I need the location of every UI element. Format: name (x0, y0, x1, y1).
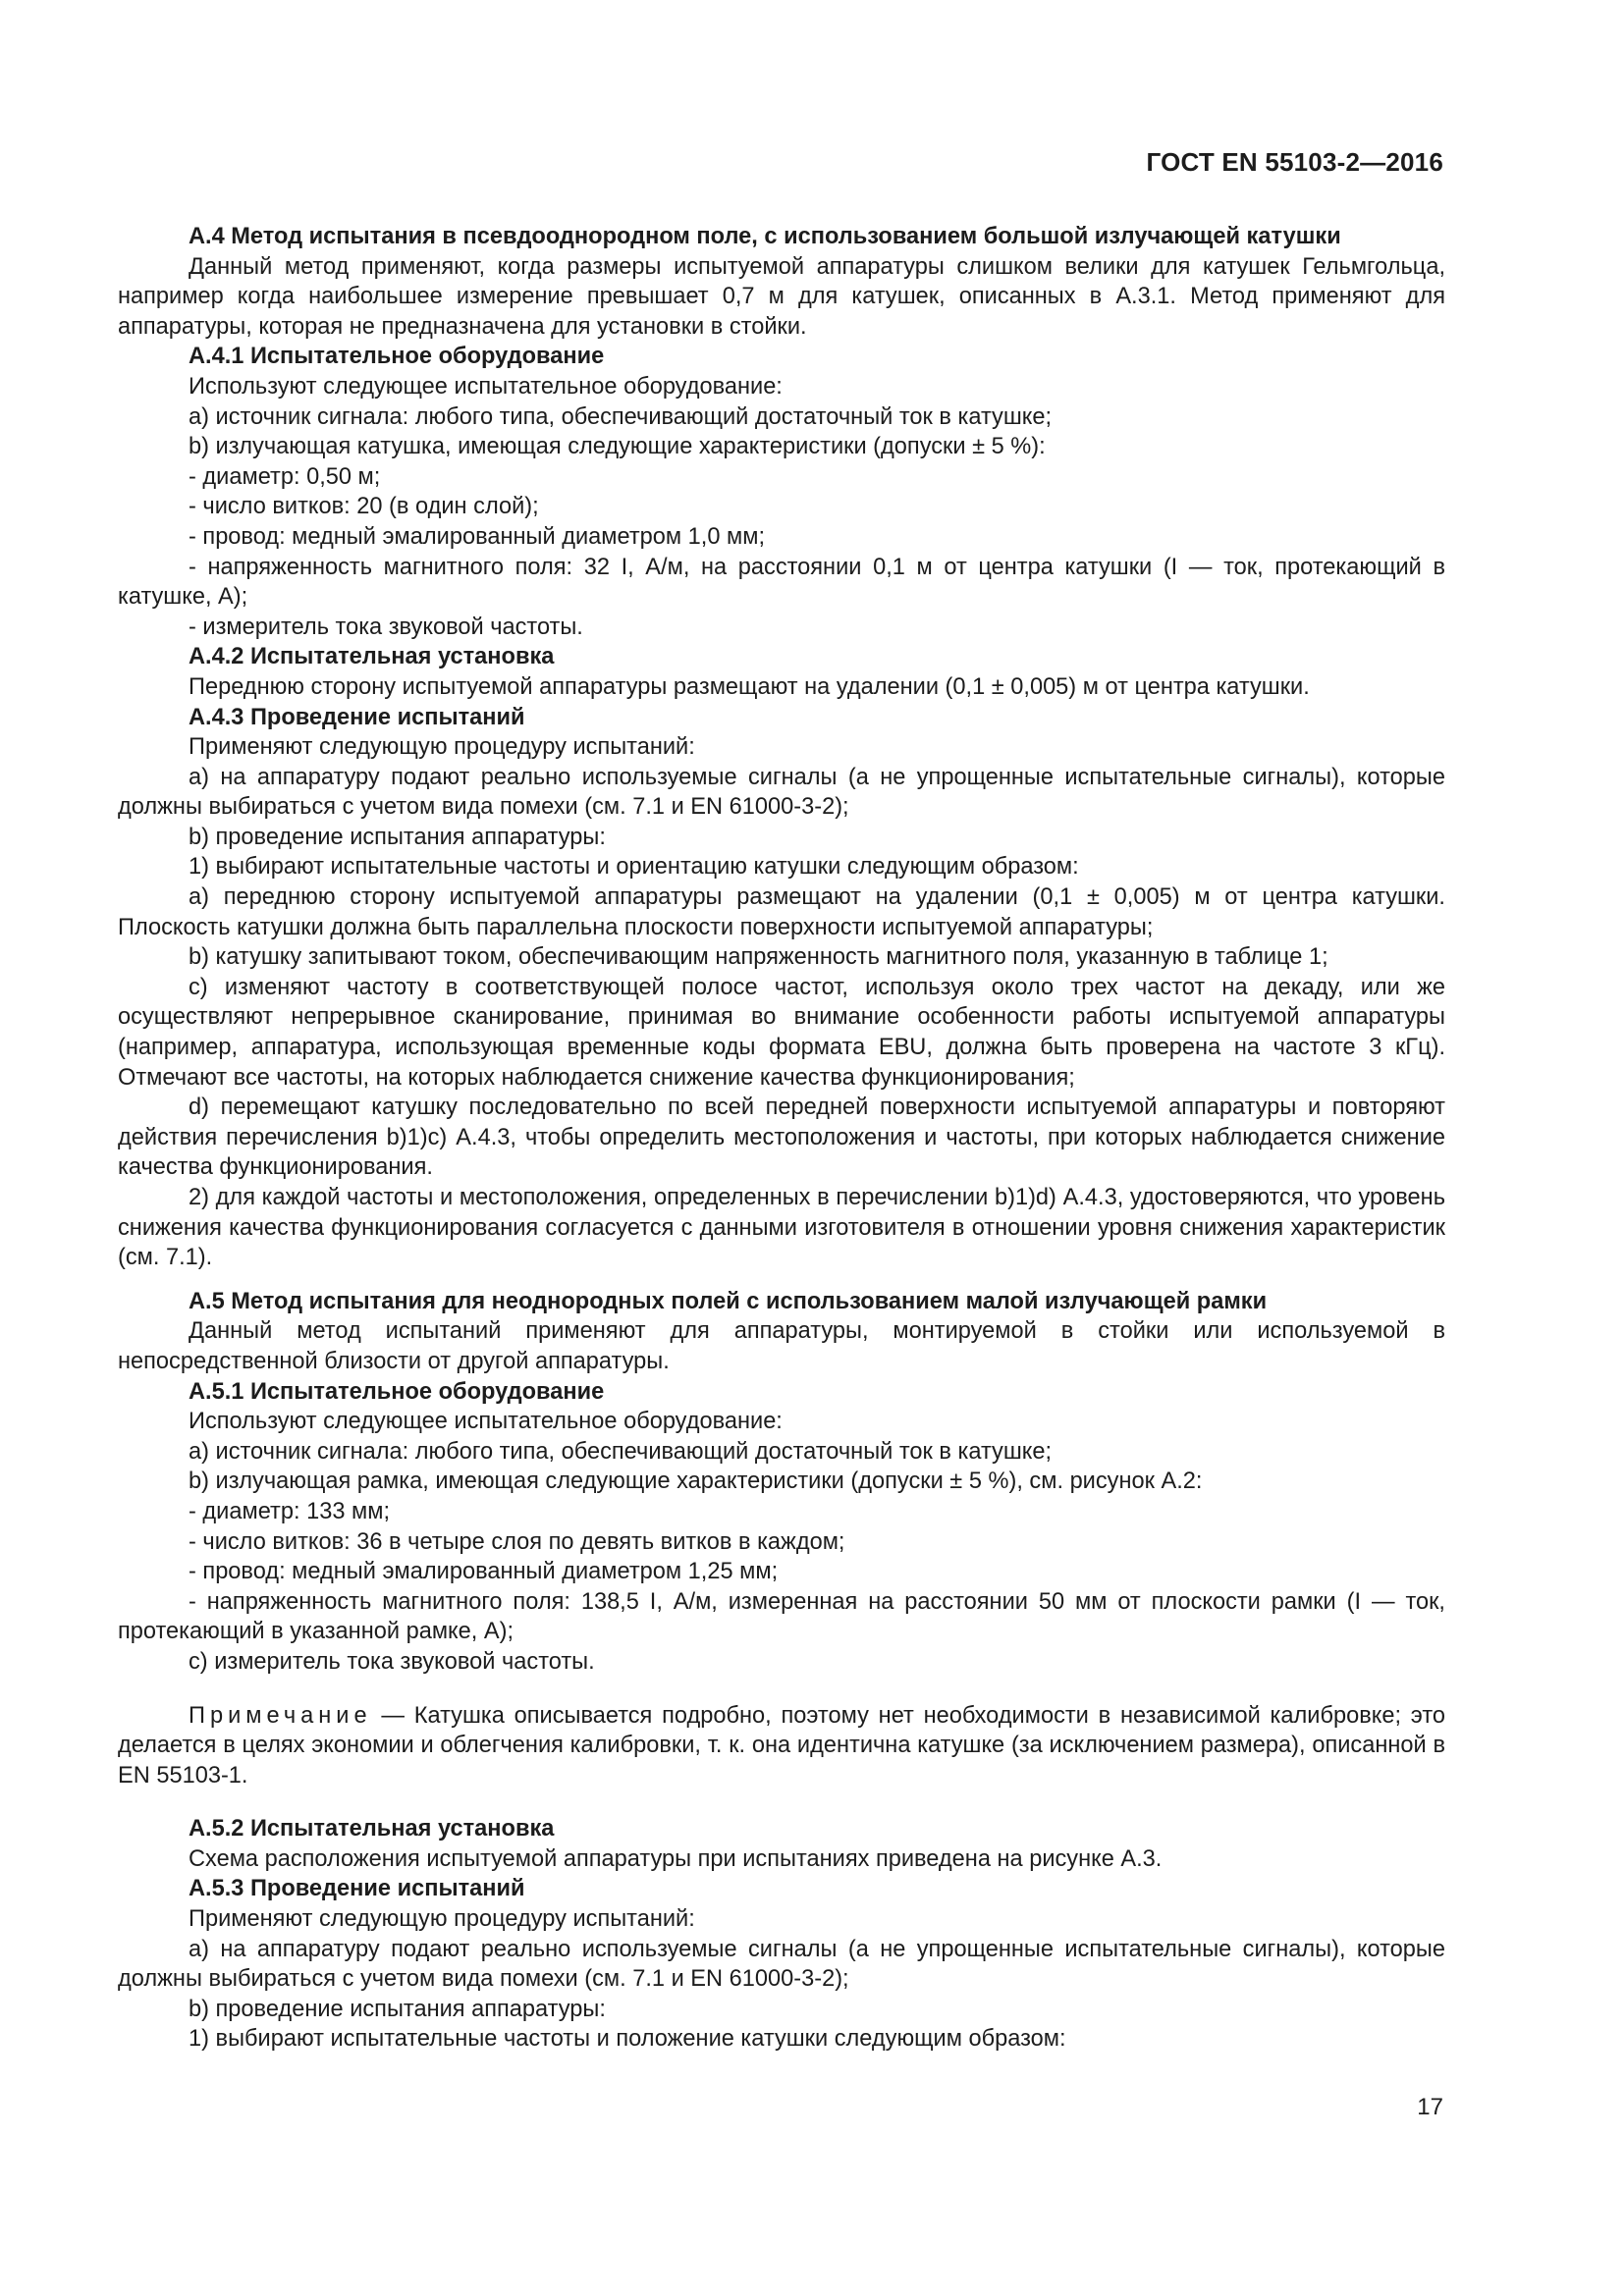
body-paragraph: - провод: медный эмалированный диаметром 1,25 мм; (189, 1559, 779, 1585)
page-number: 17 (1417, 2094, 1443, 2120)
body-paragraph: 1) выбирают испытательные частоты и ориентацию катушки следующим образом: (189, 854, 1079, 881)
body-paragraph: Схема расположения испытуемой аппаратуры при испытаниях приведена на рисунке А.3. (189, 1845, 1163, 1872)
body-paragraph: a) источник сигнала: любого типа, обеспечивающий достаточный ток в катушке; (189, 403, 1053, 430)
body-paragraph: Используют следующее испытательное оборудование: (189, 1409, 783, 1435)
body-paragraph: a) на аппаратуру подают реально используемые сигналы (а не упрощенные испытательные сигналы), которые должны выбираться с учетом вида помехи (см. 7.1 и EN 61000-3-2); (118, 764, 1445, 821)
document-body (118, 222, 1445, 2055)
body-paragraph: a) на аппаратуру подают реально используемые сигналы (а не упрощенные испытательные сигналы), которые должны выбираться с учетом вида помехи (см. 7.1 и EN 61000-3-2); (118, 1936, 1445, 1993)
body-paragraph: - напряженность магнитного поля: 32 I, А/м, на расстоянии 0,1 м от центра катушки (I — ток, протекающий в катушке, А); (118, 554, 1445, 611)
subsection-heading: А.5.1 Испытательное оборудование (189, 1378, 605, 1405)
note-paragraph (118, 1701, 1445, 1791)
page-header-standard: ГОСТ EN 55103-2—2016 (1146, 147, 1443, 177)
body-paragraph: 1) выбирают испытательные частоты и положение катушки следующим образом: (189, 2026, 1066, 2053)
body-paragraph: Применяют следующую процедуру испытаний: (189, 1906, 695, 1933)
body-paragraph: - измеритель тока звуковой частоты. (189, 614, 583, 640)
body-paragraph: b) излучающая рамка, имеющая следующие характеристики (допуски ± 5 %), см. рисунок А.2: (189, 1468, 1203, 1495)
subsection-heading: А.4.3 Проведение испытаний (189, 704, 525, 730)
body-paragraph: - напряженность магнитного поля: 138,5 I, А/м, измеренная на расстоянии 50 мм от плоскости рамки (I — ток, протекающий в указанной рамке, А); (118, 1588, 1445, 1645)
subsection-heading: А.5.2 Испытательная установка (189, 1816, 555, 1842)
note-label: Примечание (189, 1702, 372, 1729)
section-heading: А.4 Метод испытания в псевдооднородном поле, с использованием большой излучающей катушки (189, 224, 1341, 249)
body-paragraph: 2) для каждой частоты и местоположения, определенных в перечислении b)1)d) А.4.3, удостоверяются, что уровень снижения качества функционирования согласуется с данными изготовителя в отношении уровня снижения характеристик (см. 7.1). (118, 1185, 1445, 1271)
body-paragraph: Данный метод применяют, когда размеры испытуемой аппаратуры слишком велики для катушек Гельмгольца, например когда наибольшее измерение превышает 0,7 м для катушек, описанных в А.3.1. Метод применяют для аппаратуры, которая не предназначена для установки в стойки. (118, 253, 1445, 340)
body-paragraph: b) катушку запитывают током, обеспечивающим напряженность магнитного поля, указанную в таблице 1; (189, 944, 1328, 971)
body-paragraph: b) проведение испытания аппаратуры: (189, 1996, 606, 2022)
subsection-heading: А.4.1 Испытательное оборудование (189, 344, 605, 370)
body-paragraph: Используют следующее испытательное оборудование: (189, 373, 783, 400)
body-paragraph: - число витков: 36 в четыре слоя по девять витков в каждом; (189, 1528, 845, 1555)
body-paragraph: Переднюю сторону испытуемой аппаратуры размещают на удалении (0,1 ± 0,005) м от центра катушки. (189, 673, 1310, 700)
body-paragraph: Данный метод испытаний применяют для аппаратуры, монтируемой в стойки или используемой в непосредственной близости от другой аппаратуры. (118, 1318, 1445, 1374)
body-paragraph: b) проведение испытания аппаратуры: (189, 824, 606, 850)
body-paragraph: c) измеритель тока звуковой частоты. (189, 1648, 595, 1675)
subsection-heading: А.4.2 Испытательная установка (189, 644, 555, 670)
body-paragraph: - диаметр: 133 мм; (189, 1498, 390, 1524)
body-paragraph: c) изменяют частоту в соответствующей полосе частот, используя около трех частот на декаду, или же осуществляют непрерывное сканирование, принимая во внимание особенности работы испытуемой аппаратуры (например, аппаратура, использующая временные коды формата EBU, должна быть проверена на частоте 3 кГц). Отмечают все частоты, на которых наблюдается снижение качества функционирования; (118, 974, 1445, 1091)
body-paragraph: Применяют следующую процедуру испытаний: (189, 734, 695, 761)
body-paragraph: - число витков: 20 (в один слой); (189, 494, 539, 520)
body-paragraph: d) перемещают катушку последовательно по всей передней поверхности испытуемой аппаратуры и повторяют действия перечисления b)1)c) А.4.3, чтобы определить местоположения и частоты, при которых наблюдается снижение качества функционирования. (118, 1095, 1445, 1181)
body-paragraph: - провод: медный эмалированный диаметром 1,0 мм; (189, 523, 766, 550)
body-paragraph: a) переднюю сторону испытуемой аппаратуры размещают на удалении (0,1 ± 0,005) м от центра катушки. Плоскость катушки должна быть параллельна плоскости поверхности испытуемой аппаратуры; (118, 884, 1445, 940)
body-paragraph: b) излучающая катушка, имеющая следующие характеристики (допуски ± 5 %): (189, 434, 1046, 460)
body-paragraph: a) источник сигнала: любого типа, обеспечивающий достаточный ток в катушке; (189, 1438, 1053, 1465)
section-heading: А.5 Метод испытания для неоднородных полей с использованием малой излучающей рамки (189, 1288, 1268, 1314)
subsection-heading: А.5.3 Проведение испытаний (189, 1876, 525, 1902)
body-paragraph: - диаметр: 0,50 м; (189, 463, 381, 490)
note-text: — Катушка описывается подробно, поэтому нет необходимости в независимой калибровке; это делается в целях экономии и облегчения калибровки, т. к. она идентична катушке (за исключением размера), описанной в EN 55103-1. (118, 1702, 1445, 1789)
